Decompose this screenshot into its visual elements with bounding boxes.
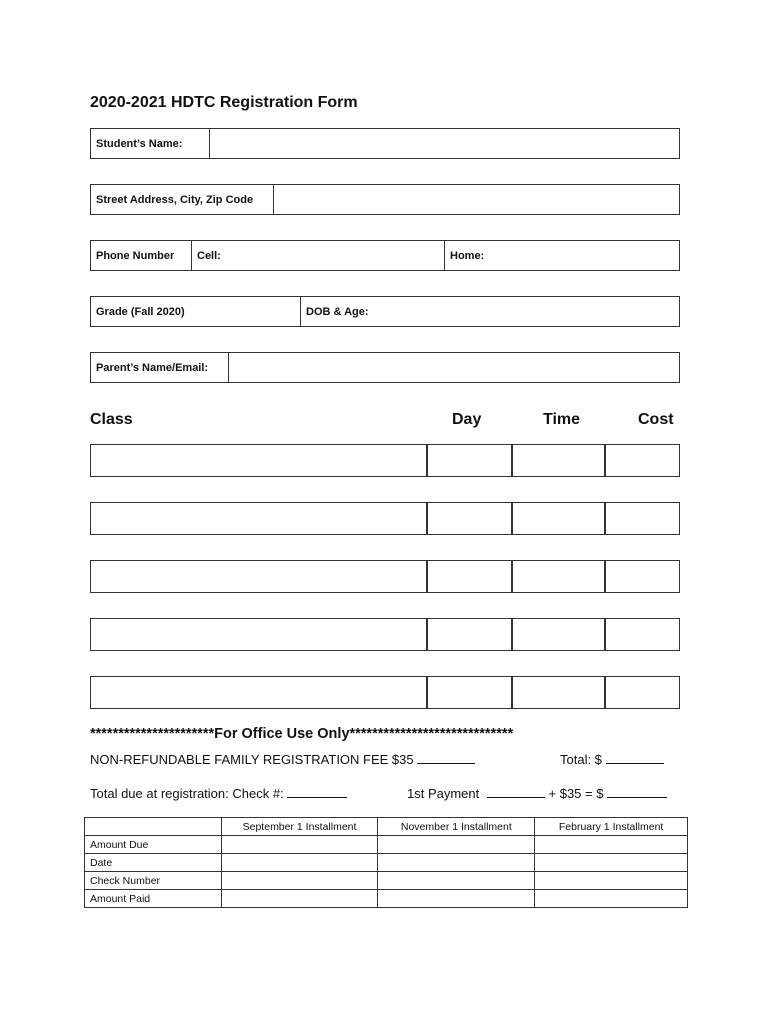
fee-blank[interactable]	[417, 751, 475, 764]
cell-field[interactable]	[192, 241, 445, 270]
class-cell[interactable]	[90, 618, 427, 651]
home-label: Home:	[450, 249, 485, 262]
corner-cell	[85, 818, 222, 836]
address-row	[90, 184, 680, 215]
class-row-4	[90, 618, 680, 651]
due-label: Total due at registration: Check #:	[90, 786, 284, 801]
time-cell[interactable]	[512, 560, 605, 593]
time-cell[interactable]	[512, 444, 605, 477]
payment-line	[407, 785, 667, 801]
table-cell[interactable]	[535, 854, 688, 872]
student-name-field[interactable]	[210, 129, 679, 158]
table-row	[85, 890, 688, 908]
page-title: 2020-2021 HDTC Registration Form	[90, 94, 358, 111]
class-cell[interactable]	[90, 560, 427, 593]
table-cell[interactable]	[535, 890, 688, 908]
cost-cell[interactable]	[605, 444, 680, 477]
day-cell[interactable]	[427, 560, 512, 593]
time-header: Time	[543, 411, 581, 428]
time-cell[interactable]	[512, 618, 605, 651]
time-cell[interactable]	[512, 502, 605, 535]
phone-row	[90, 240, 680, 271]
column-header: February 1 Installment	[535, 818, 688, 836]
column-header: November 1 Installment	[378, 818, 535, 836]
class-row-5	[90, 676, 680, 709]
grade-field[interactable]	[91, 297, 301, 326]
address-field[interactable]	[274, 185, 679, 214]
table-cell[interactable]	[378, 854, 535, 872]
day-header: Day	[452, 411, 482, 428]
due-line	[90, 785, 347, 801]
table-row	[85, 836, 688, 854]
table-cell[interactable]	[221, 854, 378, 872]
day-cell[interactable]	[427, 676, 512, 709]
parent-field[interactable]	[229, 353, 679, 382]
time-cell[interactable]	[512, 676, 605, 709]
first-payment-blank[interactable]	[487, 785, 545, 798]
day-cell[interactable]	[427, 502, 512, 535]
table-cell[interactable]	[378, 872, 535, 890]
student-name-label: Student’s Name:	[91, 129, 210, 158]
table-cell[interactable]	[221, 890, 378, 908]
table-cell[interactable]	[535, 836, 688, 854]
class-cell[interactable]	[90, 676, 427, 709]
plus35-label: + $35 = $	[548, 786, 604, 801]
class-row-2	[90, 502, 680, 535]
day-cell[interactable]	[427, 618, 512, 651]
office-use-banner: **********************For Office Use Only*****************************	[90, 726, 514, 742]
grade-row	[90, 296, 680, 327]
check-number-blank[interactable]	[287, 785, 347, 798]
day-cell[interactable]	[427, 444, 512, 477]
phone-label: Phone Number	[91, 241, 192, 270]
cost-cell[interactable]	[605, 502, 680, 535]
table-row	[85, 818, 688, 836]
row-label: Date	[85, 854, 222, 872]
dob-field[interactable]	[301, 297, 679, 326]
grade-label: Grade (Fall 2020)	[96, 305, 185, 318]
cost-cell[interactable]	[605, 618, 680, 651]
class-row-3	[90, 560, 680, 593]
parent-row	[90, 352, 680, 383]
total-line	[560, 751, 664, 767]
cost-header: Cost	[638, 411, 674, 428]
grand-total-blank[interactable]	[607, 785, 667, 798]
class-cell[interactable]	[90, 502, 427, 535]
total-label: Total: $	[560, 752, 602, 767]
installment-table	[84, 817, 688, 908]
cost-cell[interactable]	[605, 676, 680, 709]
address-label: Street Address, City, Zip Code	[91, 185, 274, 214]
cost-cell[interactable]	[605, 560, 680, 593]
home-field[interactable]	[445, 241, 679, 270]
total-blank[interactable]	[606, 751, 664, 764]
column-header: September 1 Installment	[221, 818, 378, 836]
table-cell[interactable]	[221, 836, 378, 854]
parent-label: Parent’s Name/Email:	[91, 353, 229, 382]
table-cell[interactable]	[378, 836, 535, 854]
table-row	[85, 872, 688, 890]
class-row-1	[90, 444, 680, 477]
row-label: Check Number	[85, 872, 222, 890]
row-label: Amount Due	[85, 836, 222, 854]
table-cell[interactable]	[535, 872, 688, 890]
fee-line	[90, 751, 475, 767]
table-cell[interactable]	[221, 872, 378, 890]
first-payment-label: 1st Payment	[407, 786, 480, 801]
class-cell[interactable]	[90, 444, 427, 477]
table-cell[interactable]	[378, 890, 535, 908]
dob-label: DOB & Age:	[306, 305, 369, 318]
table-row	[85, 854, 688, 872]
fee-label: NON-REFUNDABLE FAMILY REGISTRATION FEE $35	[90, 752, 414, 767]
row-label: Amount Paid	[85, 890, 222, 908]
cell-label: Cell:	[197, 249, 221, 262]
student-name-row	[90, 128, 680, 159]
class-header: Class	[90, 411, 133, 428]
